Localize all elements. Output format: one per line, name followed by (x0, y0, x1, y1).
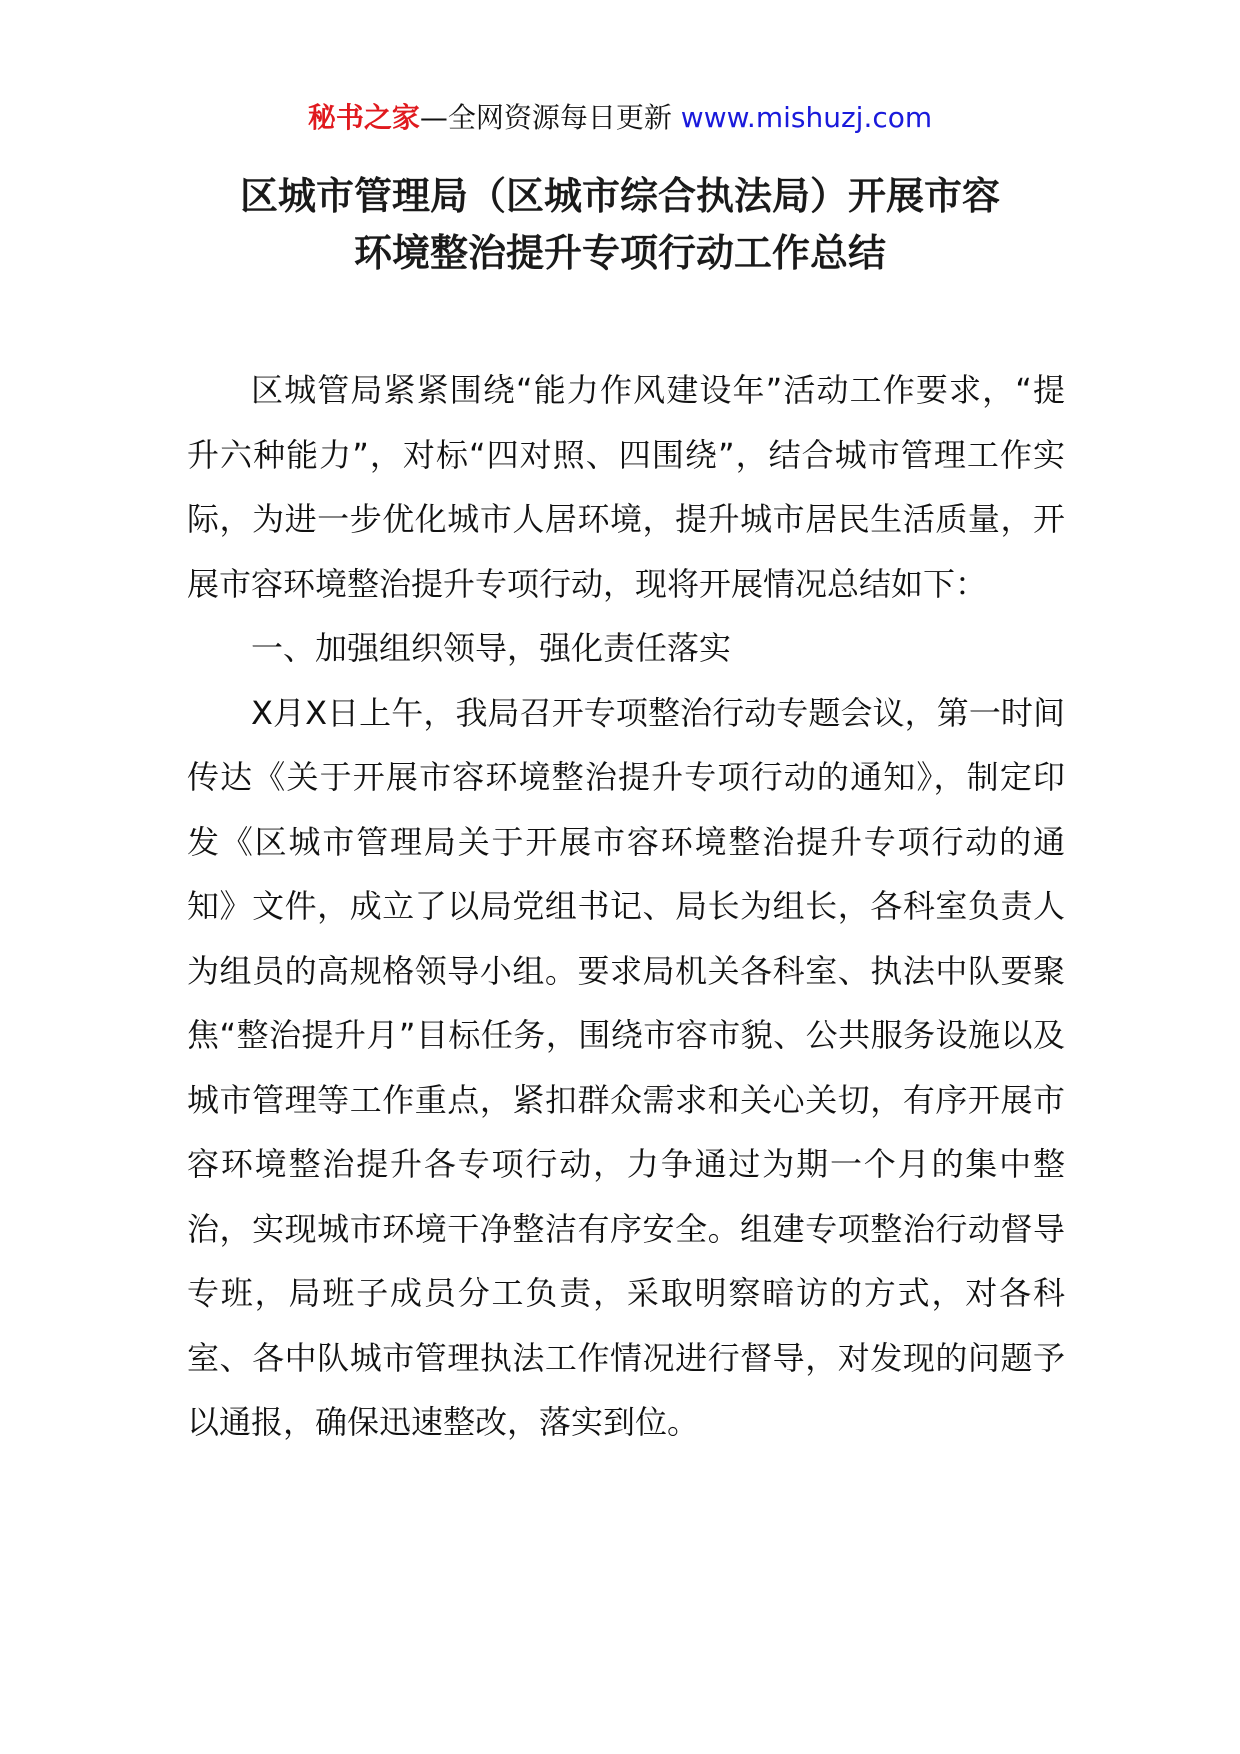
header-banner (0, 100, 1240, 136)
site-url-link[interactable]: www.mishuzj.com (680, 101, 933, 134)
brand-name: 秘书之家 (307, 101, 420, 134)
section-body-paragraph: X月X日上午，我局召开专项整治行动专题会议，第一时间传达《关于开展市容环境整治提升专项行动的通知》，制定印发《区城市管理局关于开展市容环境整治提升专项行动的通知》文件，成立了以局党组书记、局长为组长，各科室负责人为组员的高规格领导小组。要求局机关各科室、执法中队要聚焦“整治提升月”目标任务，围绕市容市貌、公共服务设施以及城市管理等工作重点，紧扣群众需求和关心关切，有序开展市容环境整治提升各专项行动，力争通过为期一个月的集中整治，实现城市环境干净整洁有序安全。组建专项整治行动督导专班，局班子成员分工负责，采取明察暗访的方式，对各科室、各中队城市管理执法工作情况进行督导，对发现的问题予以通报，确保迅速整改，落实到位。 (187, 693, 1065, 1441)
section-heading: 一、加强组织领导，强化责任落实 (251, 629, 732, 667)
header-tagline: 全网资源每日更新 (447, 101, 672, 134)
title-line-2: 环境整治提升专项行动工作总结 (353, 231, 886, 275)
header-separator: — (419, 101, 448, 134)
title-line-1: 区城市管理局（区城市综合执法局）开展市容 (239, 174, 1000, 218)
intro-paragraph: 区城管局紧紧围绕“能力作风建设年”活动工作要求，“提升六种能力”，对标“四对照、四围绕”，结合城市管理工作实际，为进一步优化城市人居环境，提升城市居民生活质量，开展市容环境整治提升专项行动，现将开展情况总结如下： (187, 371, 1065, 603)
document-body (187, 358, 1065, 1455)
document-title (150, 168, 1090, 282)
